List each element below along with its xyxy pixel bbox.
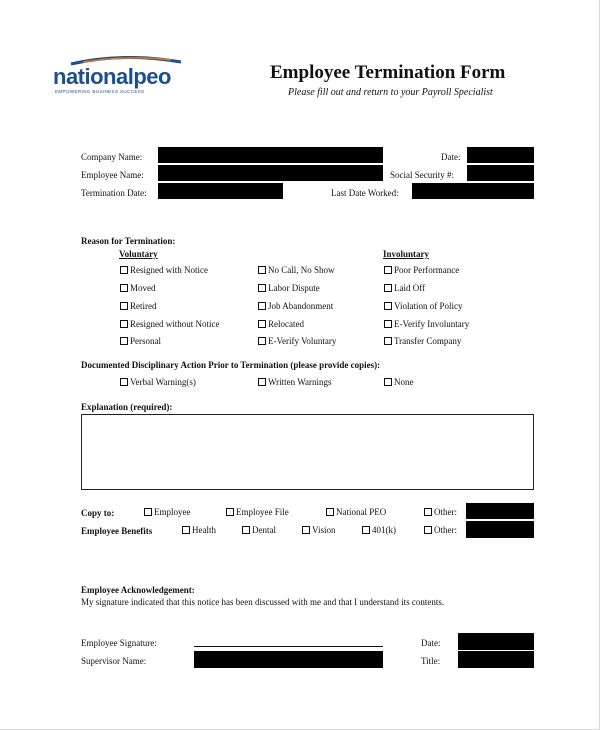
checkbox-icon[interactable] (120, 378, 128, 386)
date-label: Date: (441, 152, 461, 162)
employee-name-label: Employee Name: (81, 170, 144, 180)
checkbox-icon[interactable] (424, 526, 432, 534)
checkbox-everify-involuntary[interactable]: E-Verify Involuntary (384, 319, 469, 329)
checkbox-job-abandonment[interactable]: Job Abandonment (258, 301, 333, 311)
involuntary-heading: Involuntary (383, 249, 430, 259)
employee-name-field[interactable] (158, 165, 383, 181)
explanation-heading: Explanation (required): (81, 402, 173, 412)
checkbox-no-call-no-show[interactable]: No Call, No Show (258, 265, 335, 275)
checkbox-icon[interactable] (120, 284, 128, 292)
supervisor-title-field[interactable] (458, 651, 534, 668)
last-date-worked-label: Last Date Worked: (331, 188, 399, 198)
checkbox-icon[interactable] (120, 337, 128, 345)
checkbox-icon[interactable] (384, 337, 392, 345)
copy-other-field[interactable] (466, 503, 534, 519)
last-date-worked-field[interactable] (412, 183, 534, 199)
checkbox-copy-national-peo[interactable]: National PEO (326, 507, 386, 517)
disciplinary-heading: Documented Disciplinary Action Prior to Termination (please provide copies): (81, 360, 381, 370)
checkbox-icon[interactable] (120, 302, 128, 310)
copy-to-label: Copy to: (81, 508, 115, 518)
voluntary-heading: Voluntary (119, 249, 158, 259)
checkbox-health[interactable]: Health (182, 525, 216, 535)
company-name-field[interactable] (158, 147, 383, 163)
checkbox-resigned-without-notice[interactable]: Resigned without Notice (120, 319, 220, 329)
checkbox-written-warnings[interactable]: Written Warnings (258, 377, 331, 387)
checkbox-none[interactable]: None (384, 377, 414, 387)
explanation-textarea[interactable] (81, 414, 534, 490)
checkbox-icon[interactable] (120, 320, 128, 328)
ssn-field[interactable] (467, 165, 534, 181)
checkbox-icon[interactable] (258, 337, 266, 345)
supervisor-name-label: Supervisor Name: (81, 656, 147, 666)
form-subtitle: Please fill out and return to your Payroll Specialist (288, 87, 493, 98)
checkbox-icon[interactable] (258, 284, 266, 292)
checkbox-transfer-company[interactable]: Transfer Company (384, 336, 461, 346)
checkbox-copy-employee[interactable]: Employee (144, 507, 191, 517)
signature-date-field[interactable] (458, 633, 534, 650)
checkbox-icon[interactable] (258, 320, 266, 328)
employee-signature-label: Employee Signature: (81, 638, 157, 648)
supervisor-title-label: Title: (421, 656, 441, 666)
checkbox-icon[interactable] (144, 508, 152, 516)
checkbox-personal[interactable]: Personal (120, 336, 161, 346)
checkbox-icon[interactable] (326, 508, 334, 516)
checkbox-violation-of-policy[interactable]: Violation of Policy (384, 301, 462, 311)
logo-wordmark: nationalpeo (53, 64, 171, 89)
checkbox-icon[interactable] (120, 266, 128, 274)
checkbox-laid-off[interactable]: Laid Off (384, 283, 425, 293)
checkbox-icon[interactable] (424, 508, 432, 516)
checkbox-resigned-with-notice[interactable]: Resigned with Notice (120, 265, 208, 275)
checkbox-icon[interactable] (384, 302, 392, 310)
date-field[interactable] (467, 147, 534, 163)
checkbox-icon[interactable] (362, 526, 370, 534)
checkbox-benefits-other[interactable]: Other: (424, 525, 457, 535)
checkbox-icon[interactable] (226, 508, 234, 516)
termination-date-label: Termination Date: (81, 188, 147, 198)
acknowledgement-text: My signature indicated that this notice has been discussed with me and that I understand its contents. (81, 597, 445, 607)
checkbox-icon[interactable] (384, 284, 392, 292)
checkbox-icon[interactable] (182, 526, 190, 534)
checkbox-labor-dispute[interactable]: Labor Dispute (258, 283, 320, 293)
employee-signature-line[interactable] (194, 646, 383, 647)
checkbox-icon[interactable] (384, 378, 392, 386)
acknowledgement-heading: Employee Acknowledgement: (81, 585, 195, 595)
reason-heading: Reason for Termination: (81, 236, 176, 246)
checkbox-icon[interactable] (384, 320, 392, 328)
checkbox-copy-employee-file[interactable]: Employee File (226, 507, 289, 517)
benefits-label: Employee Benefits (81, 526, 153, 536)
ssn-label: Social Security #: (390, 170, 454, 180)
checkbox-icon[interactable] (258, 302, 266, 310)
termination-date-field[interactable] (158, 183, 283, 199)
benefits-other-field[interactable] (466, 521, 534, 538)
checkbox-moved[interactable]: Moved (120, 283, 156, 293)
checkbox-verbal-warnings[interactable]: Verbal Warning(s) (120, 377, 196, 387)
logo-tagline: EMPOWERING BUSINESS SUCCESS (55, 89, 145, 94)
checkbox-icon[interactable] (258, 266, 266, 274)
checkbox-401k[interactable]: 401(k) (362, 525, 396, 535)
checkbox-retired[interactable]: Retired (120, 301, 157, 311)
checkbox-relocated[interactable]: Relocated (258, 319, 304, 329)
checkbox-poor-performance[interactable]: Poor Performance (384, 265, 459, 275)
checkbox-everify-voluntary[interactable]: E-Verify Voluntary (258, 336, 336, 346)
form-title: Employee Termination Form (270, 62, 506, 83)
nationalpeo-logo (53, 56, 203, 96)
checkbox-icon[interactable] (258, 378, 266, 386)
checkbox-icon[interactable] (242, 526, 250, 534)
checkbox-icon[interactable] (302, 526, 310, 534)
checkbox-icon[interactable] (384, 266, 392, 274)
checkbox-vision[interactable]: Vision (302, 525, 335, 535)
supervisor-name-field[interactable] (194, 651, 383, 668)
checkbox-dental[interactable]: Dental (242, 525, 276, 535)
checkbox-copy-other[interactable]: Other: (424, 507, 457, 517)
company-name-label: Company Name: (81, 152, 143, 162)
signature-date-label: Date: (421, 638, 441, 648)
